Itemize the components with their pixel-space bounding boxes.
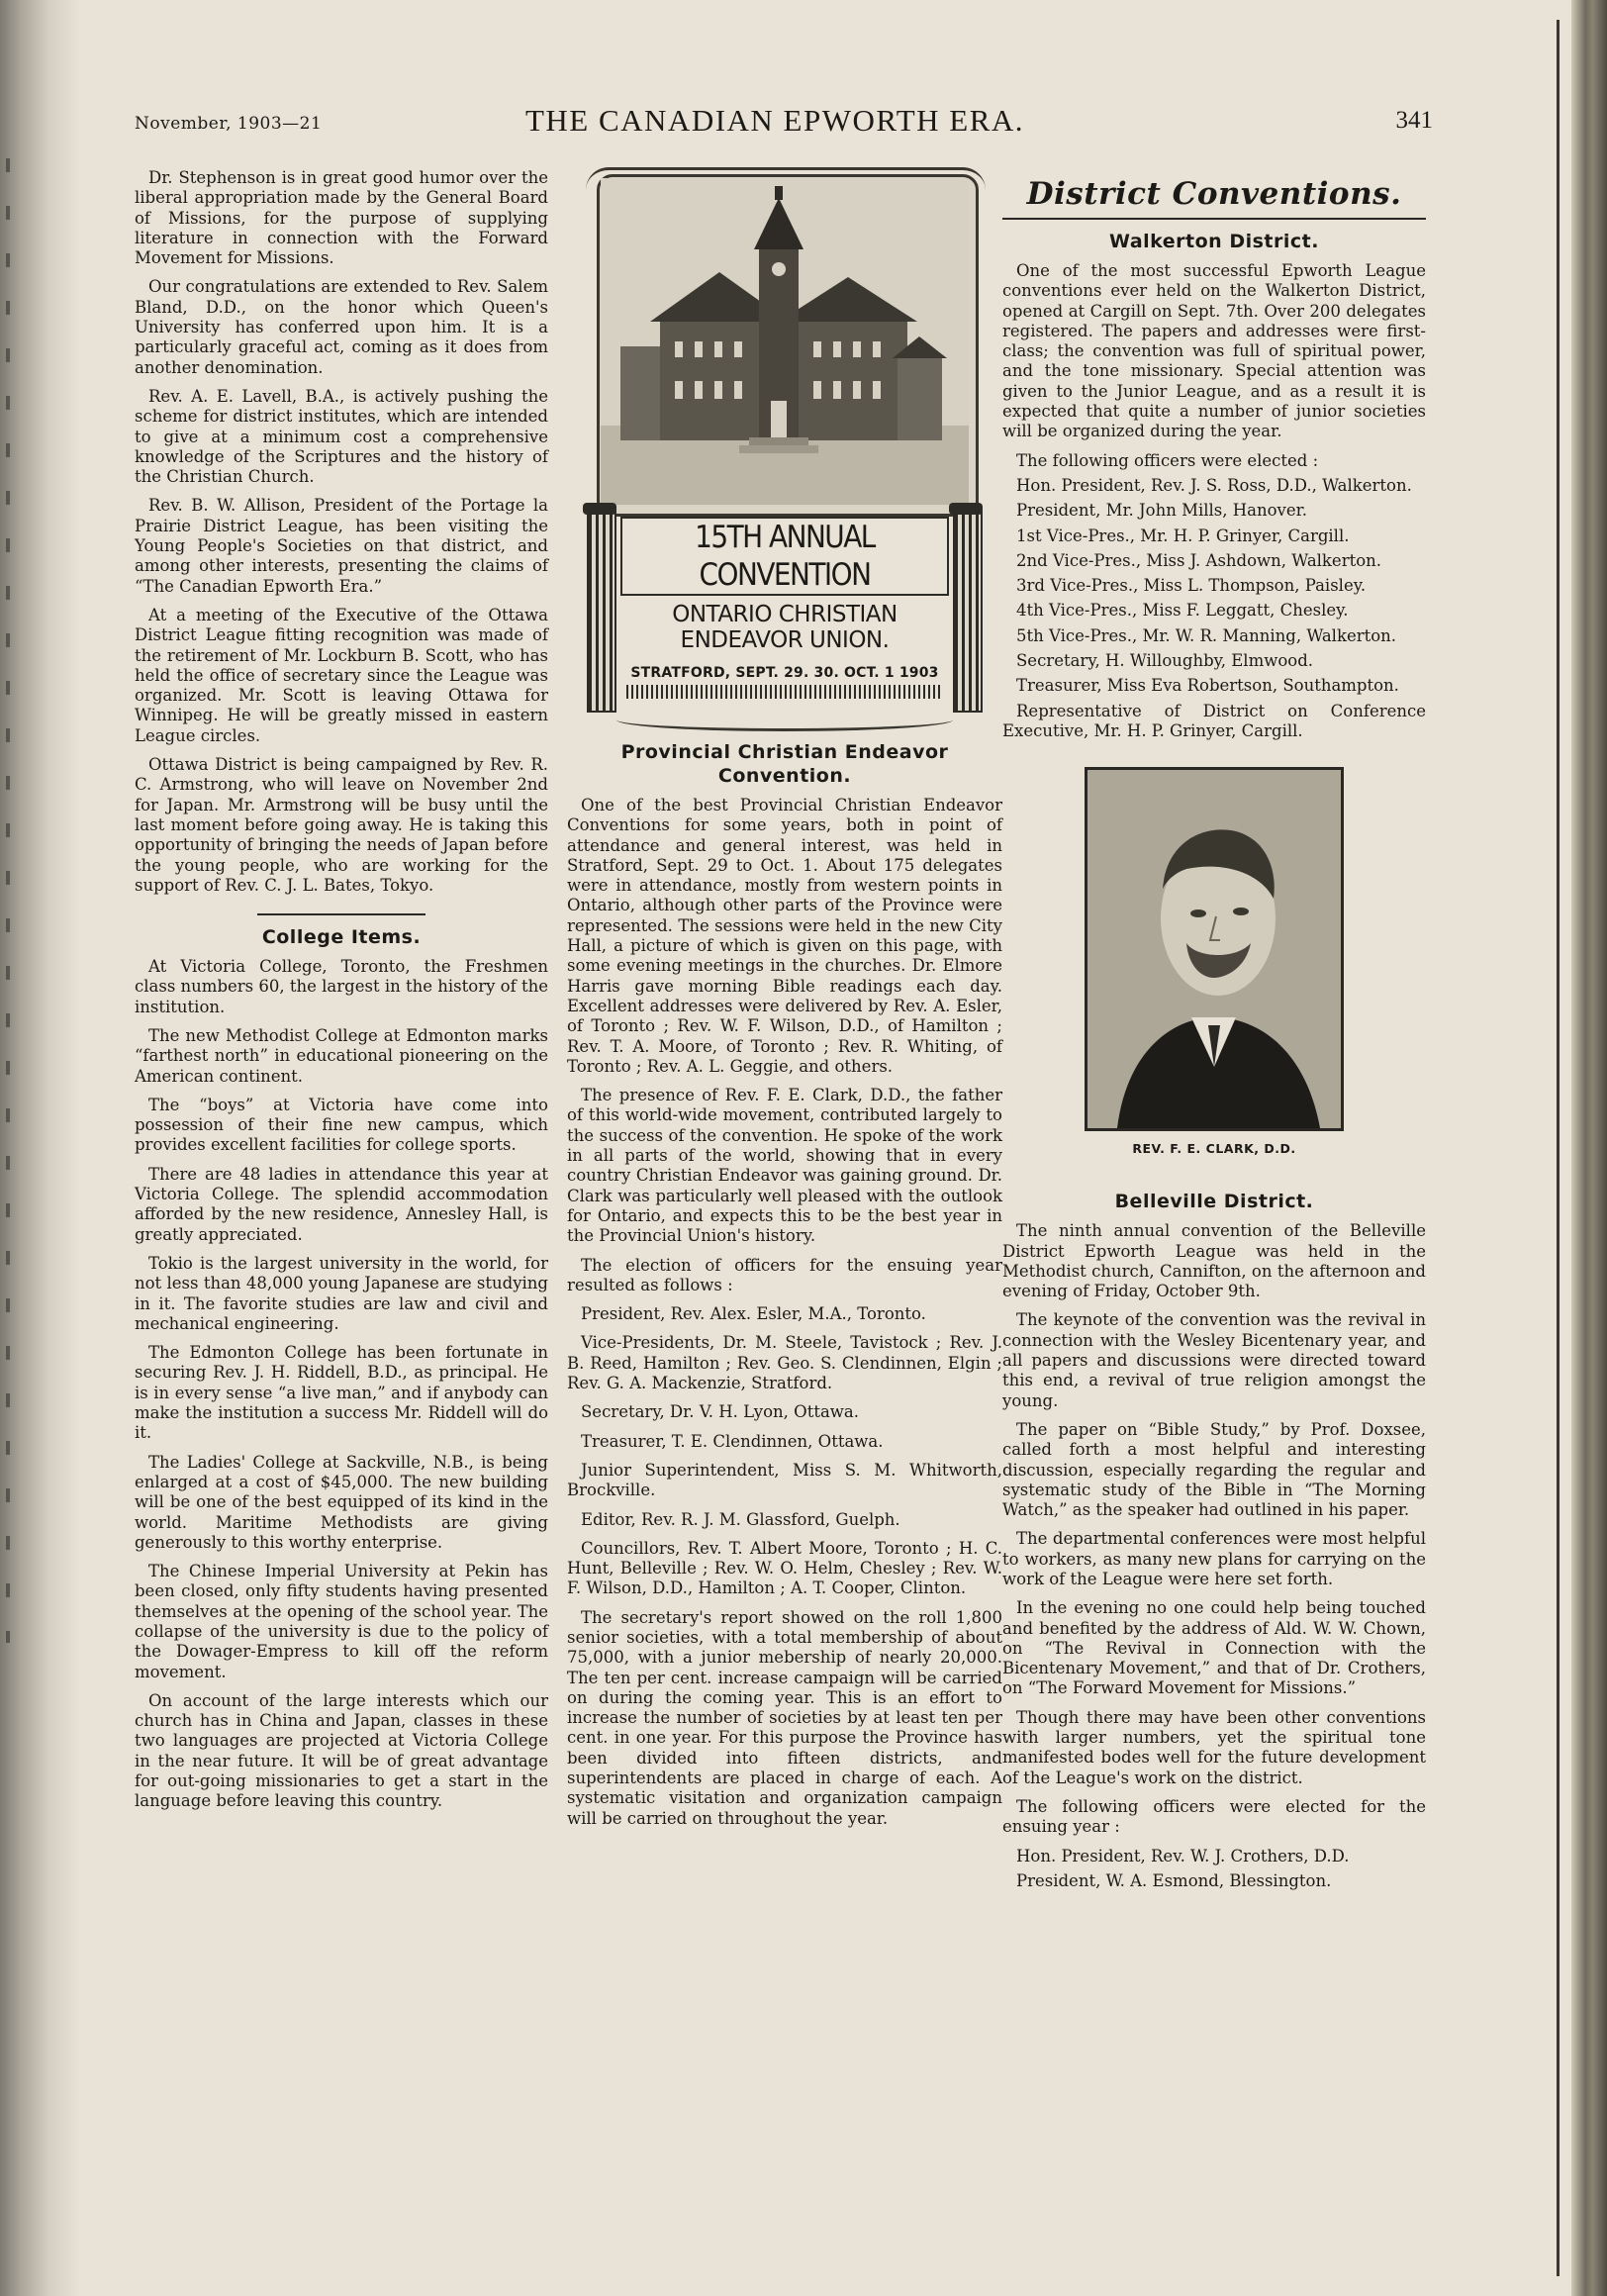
belleville-heading: Belleville District. xyxy=(1114,1191,1314,1213)
paragraph: The Ladies' College at Sackville, N.B., is being enlarged at a cost of $45,000. The new building will be one of the best equipped of its kind in the world. Maritime Methodists are giving generously to this worthy enterprise. xyxy=(135,1452,548,1552)
paragraph: Ottawa District is being campaigned by Rev. R. C. Armstrong, who will leave on November 2nd for Japan. Mr. Armstrong will be busy until the last moment before going away. He is taking this opportunity of bringing the needs of Japan before the young people, who are working for the support of Rev. C. J. L. Bates, Tokyo. xyxy=(135,755,548,895)
officer-entry: President, W. A. Esmond, Blessington. xyxy=(1016,1870,1332,1890)
paragraph: Though there may have been other conventions with larger numbers, yet the spiritual tone manifested bodes well for the future development of the League's work on the district. xyxy=(1002,1707,1426,1787)
issue-date: November, 1903—21 xyxy=(135,114,323,134)
officer-entry: President, Rev. Alex. Esler, M.A., Toronto. xyxy=(581,1304,926,1324)
walkerton-heading: Walkerton District. xyxy=(1109,231,1319,252)
banner-line-convention: 15TH ANNUAL CONVENTION xyxy=(620,517,949,596)
convention-banner xyxy=(587,511,983,679)
page-header xyxy=(117,99,1433,148)
paragraph: Our congratulations are extended to Rev. Salem Bland, D.D., on the honor which Queen's University has conferred upon him. It is a particularly graceful act, coming as it does from another denomination. xyxy=(135,277,548,377)
officer-entry: Councillors, Rev. T. Albert Moore, Toronto ; H. C. Hunt, Belleville ; Rev. W. O. Helm, Chesley ; Rev. W. F. Wilson, D.D., Hamilton ; A. T. Cooper, Clinton. xyxy=(567,1538,1002,1598)
officer-entry: Secretary, Dr. V. H. Lyon, Ottawa. xyxy=(581,1402,859,1422)
clark-portrait xyxy=(1085,767,1344,1131)
officer-entry: Hon. President, Rev. J. S. Ross, D.D., Walkerton. xyxy=(1016,475,1412,495)
officer-entry: 2nd Vice-Pres., Miss J. Ashdown, Walkerton. xyxy=(1016,550,1382,570)
paragraph: At a meeting of the Executive of the Ottawa District League fitting recognition was made of the retirement of Mr. Lockburn B. Scott, who has held the office of secretary since the League was organized. Mr. Scott is leaving Ottawa for Winnipeg. He will be greatly missed in eastern League circles. xyxy=(135,605,548,745)
city-hall-image xyxy=(601,178,969,505)
paragraph: Rev. B. W. Allison, President of the Portage la Prairie District League, has been visiting the Young People's Societies on that district, and among other interests, presenting the claims of “The Canadian Epworth Era.” xyxy=(135,496,548,596)
book-binding-shadow xyxy=(0,0,81,2296)
left-pillar-ornament xyxy=(587,511,616,713)
college-items-heading: College Items. xyxy=(261,926,422,949)
banner-text xyxy=(620,517,949,699)
paragraph: Tokio is the largest university in the world, for not less than 48,000 young Japanese are studying in it. The favorite studies are law and civil and mechanical engineering. xyxy=(135,1253,548,1333)
officer-entry: President, Mr. John Mills, Hanover. xyxy=(1016,501,1307,521)
ce-convention-heading: Provincial Christian Endeavor Convention. xyxy=(620,741,949,787)
officer-entry: Editor, Rev. R. J. M. Glassford, Guelph. xyxy=(581,1509,900,1529)
banner-line-union: ENDEAVOR UNION. xyxy=(680,627,890,653)
portrait-block xyxy=(1085,767,1344,1131)
right-pillar-ornament xyxy=(953,511,983,713)
paragraph: The election of officers for the ensuing year resulted as follows : xyxy=(567,1255,1002,1294)
officer-entry: Hon. President, Rev. W. J. Crothers, D.D. xyxy=(1016,1846,1350,1866)
officer-entry: Treasurer, Miss Eva Robertson, Southampton. xyxy=(1016,676,1399,696)
paragraph: The “boys” at Victoria have come into possession of their fine new campus, which provides excellent facilities for college sports. xyxy=(135,1095,548,1155)
paragraph: At Victoria College, Toronto, the Freshmen class numbers 60, the largest in the history of the institution. xyxy=(135,957,548,1016)
column-left xyxy=(135,168,548,1821)
banner-bottom-ornament xyxy=(616,709,953,731)
officer-entry: 3rd Vice-Pres., Miss L. Thompson, Paisley. xyxy=(1016,576,1367,596)
paragraph: Dr. Stephenson is in great good humor over the liberal appropriation made by the General Board of Missions, for the purpose of supplying literature in connection with the Forward Movement for Missions. xyxy=(135,168,548,268)
paragraph: One of the best Provincial Christian Endeavor Conventions for some years, both in point of attendance and general interest, was held in Stratford, Sept. 29 to Oct. 1. About 175 delegates were in attendance, mostly from western points in Ontario, although other parts of the Province were represented. The sessions were held in the new City Hall, a picture of which is given on this page, with some evening meetings in the churches. Dr. Elmore Harris gave morning Bible readings each day. Excellent addresses were delivered by Rev. A. Esler, of Toronto ; Rev. W. F. Wilson, D.D., of Hamilton ; Rev. T. A. Moore, of Toronto ; Rev. R. Whiting, of Toronto ; Rev. A. L. Geggie, and others. xyxy=(567,796,1002,1076)
section-rule xyxy=(1002,218,1426,220)
paragraph: On account of the large interests which our church has in China and Japan, classes in these two languages are projected at Victoria College in the near future. It will be of great advantage for out-going missionaries to get a start in the language before leaving this country. xyxy=(135,1690,548,1811)
column-middle xyxy=(567,168,1002,1838)
officer-entry: Vice-Presidents, Dr. M. Steele, Tavistock ; Rev. J. B. Reed, Hamilton ; Rev. Geo. S. Clendinnen, Elgin ; Rev. G. A. Mackenzie, Stratford. xyxy=(567,1333,1002,1393)
paragraph: The keynote of the convention was the revival in connection with the Wesley Bicentenary year, and all papers and discussions were directed toward this end, a revival of true religion amongst the young. xyxy=(1002,1310,1426,1410)
paragraph: The paper on “Bible Study,” by Prof. Doxsee, called forth a most helpful and interesting discussion, especially regarding the regular and systematic study of the Bible in “The Morning Watch,” as the speaker had outlined in his paper. xyxy=(1002,1419,1426,1520)
column-right xyxy=(1002,168,1426,1896)
book-right-edge xyxy=(1571,0,1607,2296)
officer-entry: Secretary, H. Willoughby, Elmwood. xyxy=(1016,651,1314,671)
paragraph: The Chinese Imperial University at Pekin has been closed, only fifty students having presented themselves at the opening of the school year. The collapse of the university is due to the policy of the Dowager-Empress to kill off the reform movement. xyxy=(135,1562,548,1681)
paragraph: One of the most successful Epworth League conventions ever held on the Walkerton District, opened at Cargill on Sept. 7th. Over 200 delegates registered. The papers and addresses were first-class; the convention was full of spiritual power, and the tone missionary. Special attention was given to the Junior League, and as a result it is expected that quite a number of junior societies will be organized during the year. xyxy=(1002,261,1426,441)
paragraph: The following officers were elected for the ensuing year : xyxy=(1002,1796,1426,1837)
paragraph: The secretary's report showed on the roll 1,800 senior societies, with a total membership of about 75,000, with a junior mebership of nearly 20,000. The ten per cent. increase campaign will be carried on during the coming year. This is an effort to increase the number of societies by at least ten per cent. in one year. For this purpose the Province has been divided into fifteen districts, and superintendents are placed in charge of each. A systematic visitation and organization campaign will be carried on throughout the year. xyxy=(567,1607,1002,1828)
paragraph: The presence of Rev. F. E. Clark, D.D., the father of this world-wide movement, contributed largely to the success of the convention. He spoke of the work in all parts of the world, showing that in every country Christian Endeavor was gaining ground. Dr. Clark was particularly well pleased with the outlook for Ontario, and expects this to be the best year in the Provincial Union's history. xyxy=(567,1086,1002,1246)
officer-entry: 5th Vice-Pres., Mr. W. R. Manning, Walkerton. xyxy=(1016,625,1397,645)
officer-entry: 1st Vice-Pres., Mr. H. P. Grinyer, Cargill. xyxy=(1016,526,1350,545)
officer-entry: Treasurer, T. E. Clendinnen, Ottawa. xyxy=(581,1431,884,1451)
paragraph: There are 48 ladies in attendance this year at Victoria College. The splendid accommodation afforded by the new residence, Annesley Hall, is greatly appreciated. xyxy=(135,1164,548,1244)
paragraph: In the evening no one could help being touched and benefited by the address of Ald. W. W. Chown, on “The Revival in Connection with the Bicentenary Movement,” and that of Dr. Crothers, on “The Forward Movement for Missions.” xyxy=(1002,1598,1426,1698)
section-divider xyxy=(257,913,425,915)
paragraph: The Edmonton College has been fortunate in securing Rev. J. H. Riddell, B.D., as principal. He is in every sense “a live man,” and if anybody can make the institution a success Mr. Riddell will do it. xyxy=(135,1343,548,1443)
portrait-photo xyxy=(1087,770,1341,1128)
publication-title: THE CANADIAN EPWORTH ERA. xyxy=(524,103,1025,138)
page-number: 341 xyxy=(1395,107,1433,134)
banner-stripe xyxy=(626,685,943,699)
portrait-caption: REV. F. E. CLARK, D.D. xyxy=(1132,1141,1296,1157)
officer-entry: 4th Vice-Pres., Miss F. Leggatt, Chesley. xyxy=(1016,601,1349,621)
newspaper-page xyxy=(117,99,1433,2256)
officer-entry: Junior Superintendent, Miss S. M. Whitworth, Brockville. xyxy=(567,1460,1002,1500)
officer-entry: Representative of District on Conference Executive, Mr. H. P. Grinyer, Cargill. xyxy=(1002,701,1426,740)
officer-entry: The following officers were elected : xyxy=(1016,450,1319,470)
paragraph: The departmental conferences were most helpful to workers, as many new plans for carrying on the work of the League were here set forth. xyxy=(1002,1529,1426,1588)
paragraph: Rev. A. E. Lavell, B.A., is actively pushing the scheme for district institutes, which are intended to give at a minimum cost a comprehensive knowledge of the Scriptures and the history of the Christian Church. xyxy=(135,386,548,487)
page-edge-line xyxy=(1557,20,1560,2276)
banner-line-ontario: ONTARIO CHRISTIAN xyxy=(672,602,898,627)
paragraph: The new Methodist College at Edmonton marks “farthest north” in educational pioneering on the American continent. xyxy=(135,1025,548,1086)
district-conventions-title: District Conventions. xyxy=(1026,176,1402,212)
convention-illustration xyxy=(587,168,983,722)
banner-line-date: STRATFORD, SEPT. 29. 30. OCT. 1 1903 xyxy=(630,665,939,681)
paragraph: The ninth annual convention of the Belleville District Epworth League was held in the Methodist church, Cannifton, on the afternoon and evening of Friday, October 9th. xyxy=(1002,1221,1426,1301)
